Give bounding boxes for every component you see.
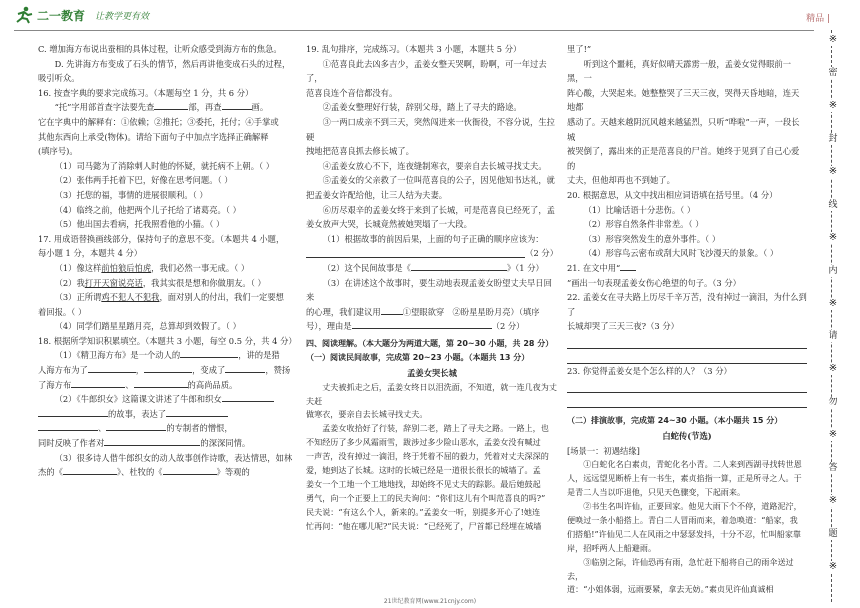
answer-line[interactable]: [567, 350, 807, 364]
question-20-item: （1）比喻话语十分悲伤。（ ）: [583, 204, 696, 215]
question-18-cont: 人海方布为了 ， ，变成了 ，赞扬: [38, 365, 291, 376]
question-17-cont: 着回报。（ ）: [38, 306, 87, 317]
option-d-cont: 吸引听众。: [38, 73, 80, 84]
column-middle: [306, 42, 558, 534]
option-d: D. 先讲海方布变成了石头的情节，然后再讲他变成石头的过程，: [54, 58, 291, 69]
question-16-text: 其他东西向上承受(物体)。请给下面句子中加点字选择正确解释: [38, 131, 269, 142]
question-17-cont: 每小题 1 分，本题共 4 分）: [38, 248, 143, 259]
answer-blank[interactable]: [222, 100, 252, 110]
story-paragraph: 孟姜女收拾好了行装，辞别二老，踏上了寻夫之路。一路上，也: [322, 423, 549, 434]
question-19-part-3-cont: 号），理由是 （2 分）: [306, 321, 525, 332]
question-17: 17. 用成语替换画线部分，保持句子的意思不变。（本题共 4 小题，: [38, 233, 285, 244]
binding-margin: [821, 28, 851, 603]
answer-line[interactable]: [567, 335, 807, 349]
answer-blank[interactable]: [63, 465, 117, 475]
story-paragraph-cont: 爱，她到达了长城。这时的长城已经是一道很长很长的城墙了。孟: [306, 465, 541, 476]
question-17-item: （4）同学们踏星星踏月亮，总算却到效假了。（ ）: [54, 321, 241, 332]
binding-star: ※: [821, 429, 845, 441]
answer-blank[interactable]: [134, 378, 188, 388]
brand-logo: [14, 6, 149, 24]
play-paragraph-cont: 道：“小姐体弱，远雨要紧，拿去无妨。”素贞见许仙真诚相: [567, 584, 774, 595]
option-c: C. 增加海方布说出蚕相的具体过程，让听众感受到海方布的焦急。: [38, 44, 282, 54]
play-paragraph-cont: 人，远远望见断桥上有一书生，素贞掐指一算，正是所寻之人。于: [567, 473, 802, 484]
question-20-item: （2）形容自然条件非常差。（ ）: [583, 219, 704, 230]
question-16-text: 它在字典中的解释有：①依赖；②推托；③委托，托付；④手掌或: [38, 116, 279, 127]
binding-star: ※: [821, 232, 845, 244]
story-paragraph-cont: 姜女一个工地一个工地地找，却始终不见丈夫的踪影。最后她鼓起: [306, 479, 541, 489]
question-20: 20. 根据意思，从文中找出相应词语填在括号里。（4 分）: [567, 189, 778, 200]
question-16-item: （2）张伟两手托着下巴，好像在思考问题。（ ）: [54, 175, 233, 186]
play-body: [567, 458, 807, 597]
question-18-cont: 了海方布 、 的高尚品质。: [38, 379, 238, 390]
play-paragraph: ①白蛇化名白素贞，青蛇化名小青。二人来到西湖寻找转世恩: [583, 459, 802, 470]
story-paragraph-cont: 感动了。天越来越阴沉风越来越猛烈，只听“哗啦”一声，一段长城: [567, 116, 800, 142]
question-18-cont: 杰的《 》、杜牧的《 》等观的: [38, 467, 250, 478]
play-paragraph: ③临别之际，许仙恐再有雨，急忙赶下船将自己的雨伞送过去，: [567, 556, 794, 581]
question-20-item: （3）形容突然发生的意外事件。（ ）: [583, 233, 721, 244]
story-paragraph: 听到这个噩耗，真好似晴天霹雳一般，孟姜女觉得眼前一黑，一: [567, 58, 792, 84]
binding-star: ※: [821, 298, 845, 310]
play-paragraph-cont: 便唤过一条小船搭上。青白二人冒雨而来，着急唤道：“船家，我: [567, 514, 798, 525]
sentence-6-cont: 姜女放声大哭，长城竟然被她哭塌了一大段。: [306, 219, 472, 230]
question-19: 19. 乱句排序，完成练习。（本题共 3 小题，本题共 5 分）: [306, 44, 522, 54]
sentence-4: ④孟姜女放心不下，连夜缝制寒衣，要亲自去长城寻找丈夫。: [322, 160, 547, 171]
section-4-part-1: （一）阅读民间故事，完成第 20~23 小题。（本题共 13 分）: [306, 353, 530, 363]
story-paragraph-cont: 勇气，向一个正要上工的民夫询问：“你们这儿有个叫范喜良的吗?”: [306, 492, 546, 503]
binding-char: 密: [821, 67, 845, 79]
answer-line[interactable]: [567, 379, 807, 393]
question-18-item: （1）《精卫海方布》是一个动人的 ，讲的是猎: [54, 350, 280, 361]
sentence-6: ⑥历尽艰辛的孟姜女终于来到了长城，可是范喜良已经死了，孟: [322, 204, 555, 215]
play-paragraph: ②书生名叫许仙，正要回家。他见大雨下个不停，道路泥泞，: [583, 500, 802, 511]
story-paragraph-cont: 做寒衣，要亲自去长城寻找丈夫。: [306, 409, 428, 420]
sentence-5-cont: 把孟姜女许配给他，让三人结为夫妻。: [306, 189, 448, 200]
play-paragraph-cont: 是青二人当以吓退他，只见天色骤变，下起雨来。: [567, 487, 746, 498]
question-16-prompt: “托”字用部首查字法要先查 部，再查 画。: [54, 102, 269, 113]
column-right: [567, 42, 807, 597]
binding-char: 答: [821, 462, 845, 474]
question-16-item: （5）他出国去看病，托我照看他的小猫。（ ）: [54, 219, 225, 230]
question-16-item: （3）托您的福，事情的进展很顺利。（ ）: [54, 189, 208, 200]
binding-char: 封: [821, 133, 845, 145]
answer-blank[interactable]: [163, 465, 217, 475]
story-paragraph-cont: 民夫说：“有这么个人，新来的。”孟姜女一听，别提多开心了!她连: [306, 506, 541, 517]
question-16-item: （1）司马懿为了消除刺人时他的怀疑，就托病不上朝。（ ）: [54, 160, 275, 171]
play-title: 白蛇传(节选): [662, 431, 712, 442]
story-title: 孟姜女哭长城: [407, 368, 457, 379]
binding-char: 线: [821, 199, 845, 211]
answer-blank[interactable]: [38, 407, 108, 417]
answer-blank[interactable]: [88, 363, 136, 373]
question-22-cont: 长城却哭了三天三夜?（3 分）: [567, 321, 679, 332]
answer-blank[interactable]: [180, 348, 238, 358]
question-21: 21. 在文中用“”画出一句表现孟姜女伤心绝望的句子。（3 分）: [567, 262, 741, 288]
page-footer: 21世纪教育网(www.21cnjy.com): [383, 598, 477, 605]
answer-blank[interactable]: [154, 100, 188, 110]
question-18-item: （2）《牛郎织女》这篇课文讲述了牛郎和织女: [38, 392, 296, 407]
runner-logo-icon: [14, 6, 34, 24]
header-rule: [14, 30, 814, 31]
story-paragraph-cont: 忙再问：“他在哪儿呢?”民夫说：“已经死了，尸首都已经埋在城墙: [306, 520, 542, 531]
binding-dashed-line: [831, 30, 832, 602]
logo-text: 二一教育: [37, 8, 86, 23]
answer-blank[interactable]: [381, 305, 403, 315]
play-paragraph-cont: 岸，招呼两人上船避雨。: [567, 542, 657, 553]
question-19-part-3: （3）在讲述这个故事时，要生动地表现孟姜女盼望丈夫早日回来: [306, 277, 552, 303]
scene-label: [场景一：初遇结缘]: [567, 445, 640, 456]
page-header: [0, 0, 860, 34]
story-paragraph-cont: 不知经历了多少风霜雨雪，跋涉过多少险山恶水，孟姜女没有喊过: [306, 437, 541, 448]
question-16-text: (填序号)。: [38, 146, 78, 157]
story-paragraph: 丈夫被抓走之后，孟姜女终日以泪洗面，不知道，就一连几夜为丈夫赶: [306, 381, 557, 406]
answer-line[interactable]: [306, 246, 558, 261]
question-17-item: （2）我打开天窗说亮话，我其实很是想和你做朋友。（ ）: [54, 277, 266, 288]
binding-char: 内: [821, 265, 845, 277]
answer-blank[interactable]: [166, 407, 228, 417]
answer-blank[interactable]: [222, 392, 274, 402]
story-paragraph-cont: 里了!”: [567, 44, 592, 54]
answer-blank[interactable]: [352, 319, 492, 329]
story-paragraph-cont: 被哭倒了，露出来的正是范喜良的尸首。她终于见到了自己心爱的: [567, 146, 800, 171]
section-4-part-2: （二）排演故事，完成第 24~30 小题。（本小题共 15 分）: [567, 416, 783, 426]
binding-star: ※: [821, 363, 845, 375]
question-22: 22. 孟姜女在寻夫路上历尽千辛万苦，没有掉过一滴泪，为什么到了: [567, 292, 807, 317]
question-18-cont: 的故事，表达了: [38, 407, 296, 422]
question-18-cont: 同时反映了作者对 的深深同情。: [38, 438, 251, 449]
question-17-item: （1）像这样前怕狼后怕虎，我们必然一事无成。（ ）: [54, 262, 250, 273]
sentence-2: ②孟姜女整理好行装，辞别父母，踏上了寻夫的路途。: [322, 102, 522, 113]
answer-blank[interactable]: [411, 261, 507, 271]
question-16-item: （4）临终之前，他把两个儿子托给了诸葛亮。（ ）: [54, 204, 241, 215]
binding-star: ※: [821, 100, 845, 112]
binding-star: ※: [821, 34, 845, 46]
question-19-part-1: （1）根据故事的前因后果，上面的句子正确的顺序应该为：: [322, 233, 544, 244]
section-4-heading: 四、阅读理解。（本大题分为两道大题，第 20~30 小题，共 28 分）: [306, 338, 554, 348]
sentence-3: ③一两口成亲不到三天，突然闯进来一伙衙役，不容分说，生拉硬: [306, 116, 555, 142]
binding-star: ※: [821, 561, 845, 573]
story-paragraph-cont: 一声苦，没有掉过一滴泪，终于凭着不屈的毅力，凭着对丈夫深深的: [306, 451, 549, 462]
sentence-3-cont: 拽地把范喜良抓去修长城了。: [306, 146, 414, 157]
sentence-1-cont: 范喜良连个音信都没有。: [306, 87, 398, 98]
story-body: [306, 381, 558, 534]
answer-blank[interactable]: [144, 363, 192, 373]
answer-blank[interactable]: [106, 421, 166, 431]
play-paragraph-cont: 们搭船!”许仙见二人在风雨之中瑟瑟发抖，十分不忍，忙叫船家靠: [567, 528, 802, 539]
answer-blank[interactable]: [225, 363, 265, 373]
question-18-item: （3）很多诗人借牛郎织女的动人故事创作诗歌，表达情思，如林: [54, 452, 293, 463]
answer-blank[interactable]: [104, 436, 200, 446]
question-20-item: （4）形容鸟云密布或刮大风时飞沙漫天的景象。（ ）: [583, 248, 779, 259]
sentence-1: ①范喜良此去凶多吉少，孟姜女整天哭啊，盼啊，可一年过去了，: [306, 58, 547, 84]
question-23: 23. 你觉得孟姜女是个怎么样的人？（3 分）: [567, 365, 732, 376]
column-left: [38, 42, 296, 480]
binding-char: 请: [821, 330, 845, 342]
question-19-part-2: （2）这个民间故事是《 》（1 分）: [322, 262, 544, 273]
story-paragraph-cont: 阵心酸，大哭起来。她整整哭了三天三夜，哭得天昏地暗，连天地都: [567, 87, 800, 113]
question-18-cont: 、 的专制者的憎恨，: [38, 421, 296, 436]
binding-char: 题: [821, 528, 845, 540]
binding-star: ※: [821, 495, 845, 507]
question-18: 18. 根据所学知识积累填空。（本题共 3 小题，每空 0.5 分，共 4 分）: [38, 335, 297, 346]
slogan: 让教学更有效: [95, 11, 150, 22]
story-paragraph-cont: 丈夫，但他却再也不到她了。: [567, 175, 675, 186]
answer-blank[interactable]: [38, 421, 98, 431]
answer-blank[interactable]: [71, 378, 125, 388]
binding-star: ※: [821, 166, 845, 178]
score-note: （2 分）: [525, 248, 558, 259]
quality-badge: 精品 |: [806, 14, 830, 24]
question-17-item: （3）正所谓鸡不犯人不犯我，面对别人的付出，我们一定要想: [54, 292, 284, 303]
question-19-part-3-cont: 的心理，我们建议用 ①望眼欲穿 ②盼星星盼月亮）（填序: [306, 306, 540, 317]
question-16: 16. 按查字典的要求完成练习。（本题每空 1 分，共 6 分）: [38, 87, 254, 98]
binding-char: 勿: [821, 396, 845, 408]
sentence-5: ⑤孟姜女的父亲救了一位叫范喜良的公子，因见他知书达礼，就: [322, 175, 555, 186]
answer-line[interactable]: [567, 394, 807, 408]
